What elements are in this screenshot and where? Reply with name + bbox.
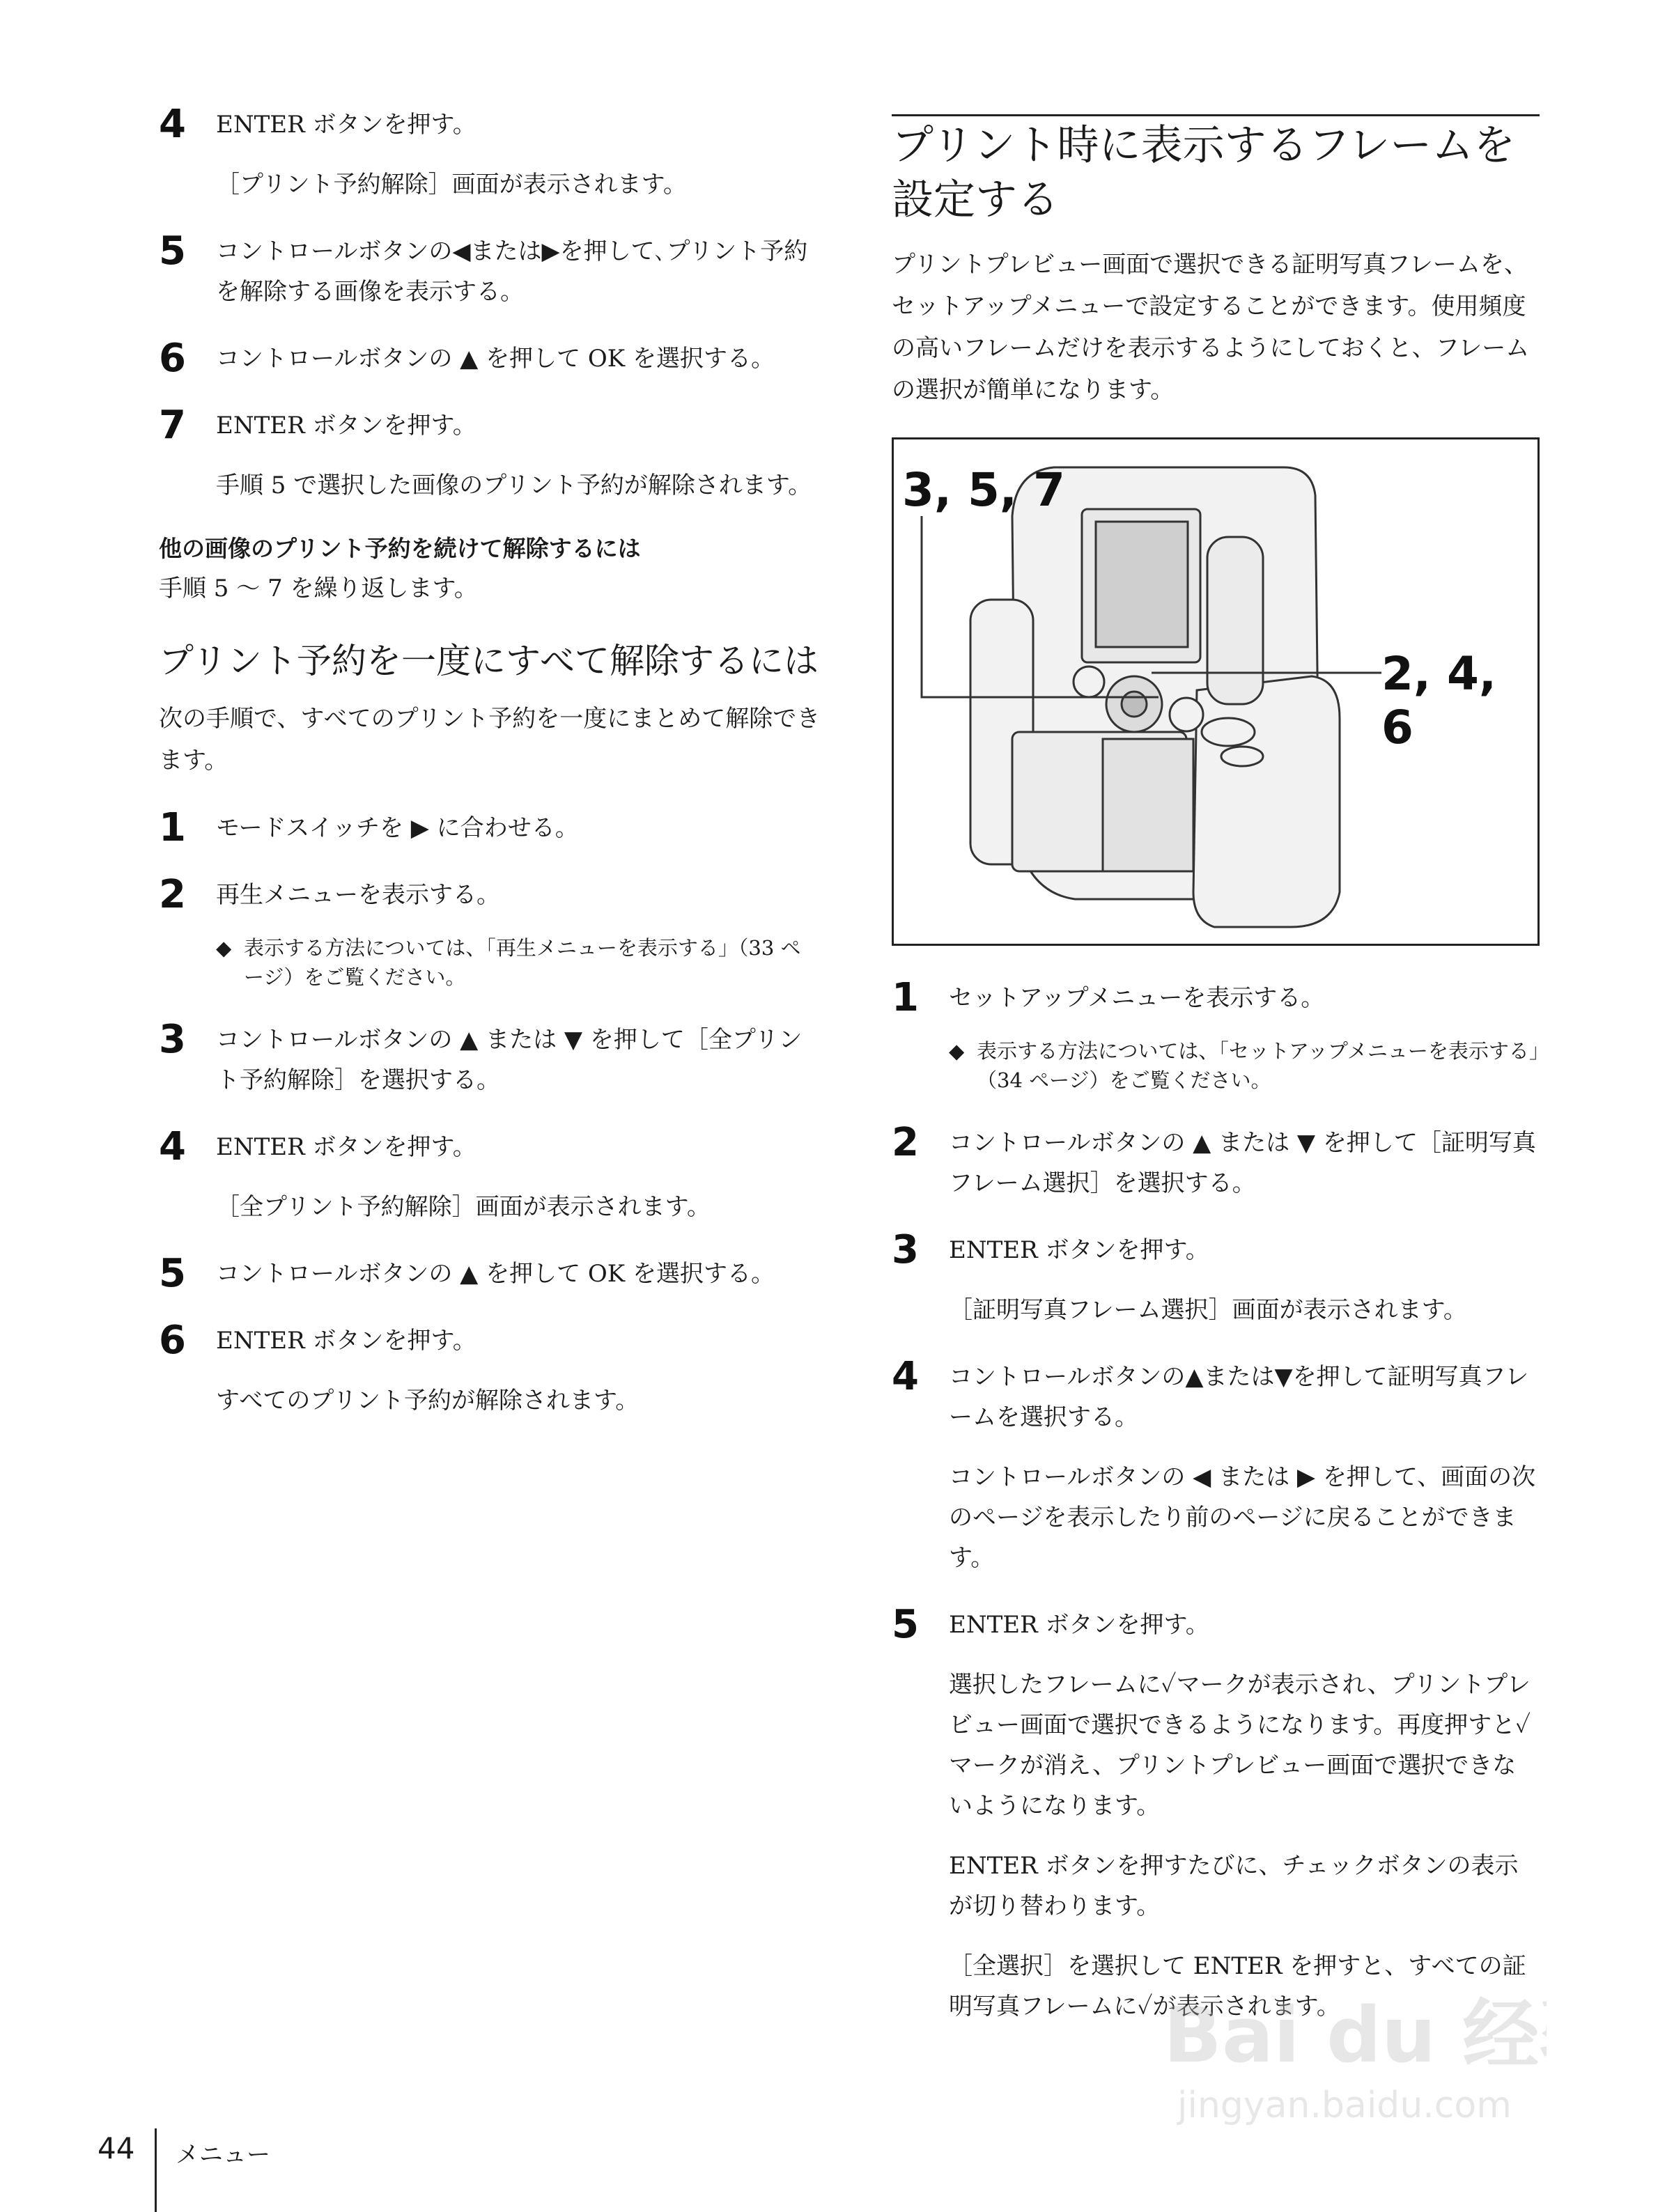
watermark-logo: [1156, 1978, 1547, 2138]
step-number: 4: [159, 1124, 186, 1169]
step-b-1: [159, 805, 821, 850]
step-text: セットアップメニューを表示する。: [949, 984, 1325, 1012]
step-text: ENTER ボタンを押す。: [216, 412, 477, 439]
step-number: 5: [159, 228, 186, 274]
diamond-icon: ◆: [216, 936, 232, 960]
step-r-4: [892, 1354, 1540, 1438]
watermark-url: jingyan.baidu.com: [1177, 2085, 1512, 2126]
footer-section-label: メニュー: [176, 2141, 270, 2169]
step-number: 5: [159, 1251, 186, 1296]
step-b-2: [159, 872, 821, 917]
step-number: 3: [892, 1227, 919, 1272]
step-r-3: [892, 1227, 1540, 1272]
step-r-5: [892, 1602, 1540, 1647]
step-number: 4: [892, 1354, 919, 1399]
left-column: [159, 104, 821, 1447]
step-number: 7: [159, 403, 186, 448]
reference-note: [949, 1036, 1540, 1095]
page-number: 44: [98, 2131, 135, 2165]
watermark-brand: Bai du 经: [1163, 1991, 1540, 2080]
step-text: コントロールボタンの▲または▼を押して証明写真フレームを選択する。: [949, 1363, 1529, 1431]
step-text: モードスイッチを ▶ に合わせる。: [216, 814, 579, 842]
diamond-icon: ◆: [949, 1039, 965, 1063]
step-r-2: [892, 1120, 1540, 1204]
step-result: ［全プリント予約解除］画面が表示されます。: [216, 1193, 711, 1221]
step-text: コントロールボタンの ▲ または ▼ を押して［証明写真フレーム選択］を選択する。: [949, 1129, 1536, 1197]
step-result: ［プリント予約解除］画面が表示されます。: [216, 171, 687, 198]
section-title: プリント時に表示するフレームを設定する: [892, 121, 1516, 224]
step-text: コントロールボタンの ▲ を押して OK を選択する。: [216, 345, 775, 373]
step-a-4: [159, 104, 821, 145]
step-detail: 選択したフレームに✓マークが表示され、プリントプレビュー画面で選択できるようになります。再度押すと✓マークが消え、プリントプレビュー画面で選択できないようになります。: [949, 1671, 1531, 1820]
step-r-1: [892, 975, 1540, 1020]
step-text: ENTER ボタンを押す。: [949, 1611, 1209, 1639]
step-text: ENTER ボタンを押す。: [949, 1236, 1209, 1264]
step-result: 手順 5 で選択した画像のプリント予約が解除されます。: [216, 472, 812, 499]
other-images-text: 手順 5 ～ 7 を繰り返します。: [159, 575, 478, 602]
printer-figure: [892, 437, 1540, 946]
step-detail: コントロールボタンの ◀ または ▶ を押して、画面の次のページを表示したり前のページに戻ることができます。: [949, 1463, 1536, 1572]
step-a-6: [159, 338, 821, 379]
step-text: コントロールボタンの ▲ を押して OK を選択する。: [216, 1260, 775, 1288]
step-a-7: [159, 405, 821, 446]
step-number: 2: [159, 872, 186, 917]
section-rule: [892, 114, 1540, 116]
step-number: 2: [892, 1120, 919, 1165]
right-column: [892, 118, 1540, 2053]
step-a-5: [159, 228, 821, 312]
step-detail: ENTER ボタンを押すたびに、チェックボタンの表示が切り替わります。: [949, 1852, 1519, 1920]
step-number: 5: [892, 1602, 919, 1647]
footer-divider: [155, 2128, 157, 2212]
step-text: ENTER ボタンを押す。: [216, 111, 477, 139]
step-b-5: [159, 1251, 821, 1296]
step-text: コントロールボタンの ▲ または ▼ を押して［全プリント予約解除］を選択する。: [216, 1026, 803, 1094]
step-number: 3: [159, 1017, 186, 1062]
step-b-3: [159, 1017, 821, 1100]
step-number: 4: [159, 102, 186, 147]
step-detail: ［全選択］を選択して ENTER を押すと、すべての証明写真フレームに✓が表示されます。: [949, 1952, 1526, 2020]
step-number: 6: [159, 336, 186, 381]
step-number: 1: [892, 975, 919, 1020]
callout-steps-3-5-7: 3, 5, 7: [902, 463, 1065, 517]
reference-note: [216, 933, 821, 992]
step-number: 6: [159, 1318, 186, 1363]
step-b-4: [159, 1124, 821, 1169]
step-text: 再生メニューを表示する。: [216, 881, 500, 909]
other-images-heading: 他の画像のプリント予約を続けて解除するには: [159, 535, 641, 562]
step-result: ［証明写真フレーム選択］画面が表示されます。: [949, 1296, 1467, 1324]
step-b-6: [159, 1318, 821, 1363]
note-text: 表示する方法については、「再生メニューを表示する」（33 ページ）をご覧ください。: [244, 936, 801, 989]
section-title: プリント予約を一度にすべて解除するには: [159, 641, 819, 681]
step-result: すべてのプリント予約が解除されます。: [216, 1387, 640, 1415]
section-intro: 次の手順で、すべてのプリント予約を一度にまとめて解除できます。: [159, 705, 821, 774]
section-intro: プリントプレビュー画面で選択できる証明写真フレームを、セットアップメニューで設定することができます。使用頻度の高いフレームだけを表示するようにしておくと、フレームの選択が簡単になります。: [892, 251, 1530, 404]
step-text: コントロールボタンの◀または▶を押して､プリント予約を解除する画像を表示する。: [216, 237, 808, 306]
step-text: ENTER ボタンを押す。: [216, 1327, 477, 1355]
baidu-watermark: [1156, 1978, 1547, 2138]
note-text: 表示する方法については、「セットアップメニューを表示する」（34 ページ）をご覧ください。: [977, 1039, 1540, 1092]
step-number: 1: [159, 805, 186, 850]
callout-steps-2-4-6: 2, 4, 6: [1381, 647, 1496, 754]
step-text: ENTER ボタンを押す。: [216, 1133, 477, 1161]
